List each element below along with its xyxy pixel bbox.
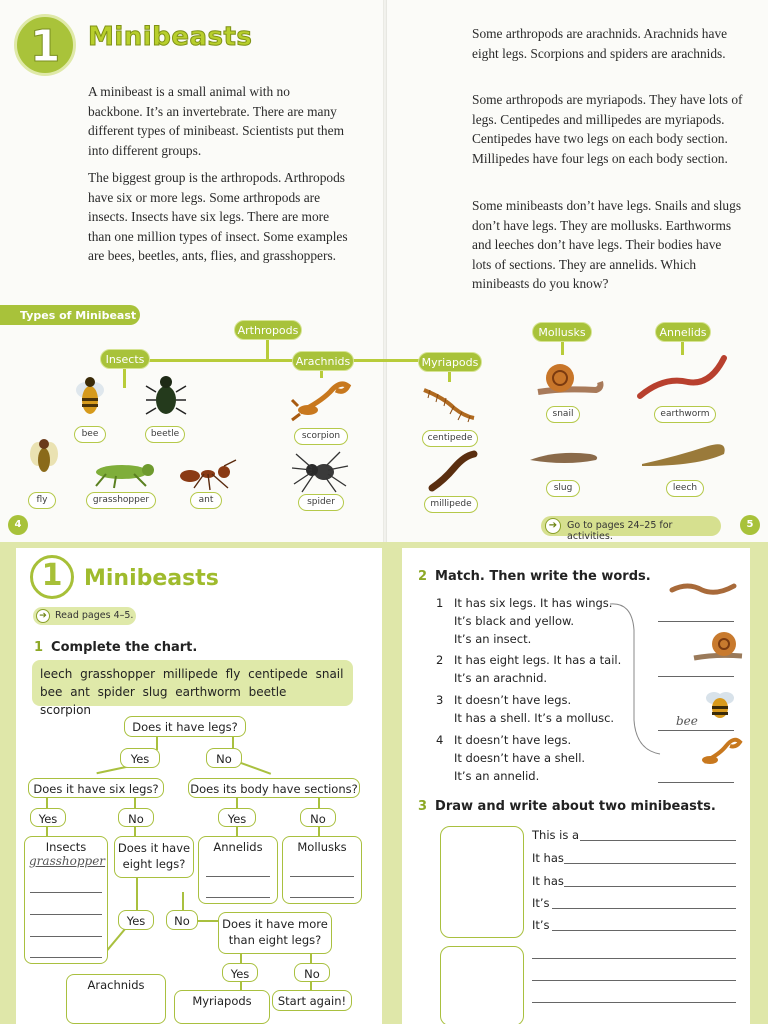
paragraph-no-legs: Some minibeasts don’t have legs. Snails and slugs don’t have legs. They are mollusks. Earthworms and leeches don’t have legs. Their bodies have lots of sections. They are annelids. Which minibeasts do you know? (472, 198, 742, 291)
earthworm-image (634, 352, 730, 402)
answer-box-mollusks: Mollusks (282, 836, 362, 904)
page-number-right: 5 (740, 515, 760, 535)
page-number-left: 4 (8, 515, 28, 535)
label-snail: snail (546, 406, 580, 423)
question-number: 3 (418, 799, 428, 814)
label-leech: leech (666, 480, 704, 497)
match-item-1 (436, 594, 612, 648)
workbook-chapter-number: 1 (41, 558, 63, 593)
flow-no: No (118, 808, 154, 827)
flow-has-legs: Does it have legs? (124, 716, 246, 737)
connector (134, 826, 136, 836)
arrow-left-icon: ➔ (36, 609, 50, 623)
category-arthropods: Arthropods (234, 320, 302, 340)
chapter-badge (14, 14, 76, 76)
word-bank-line: leech grasshopper millipede fly centipede snail (40, 667, 344, 681)
flow-body-sections: Does its body have sections? (188, 778, 360, 798)
writing-line[interactable] (532, 980, 736, 981)
label-earthworm: earthworm (654, 406, 716, 423)
paragraph-arachnids: Some arthropods are arachnids. Arachnids have eight legs. Scorpions and spiders are arachnids. (472, 26, 728, 61)
item-line: It doesn’t have legs. (454, 693, 572, 707)
writing-line[interactable] (206, 897, 270, 898)
workbook-spine (382, 542, 402, 1024)
answer-box-annelids: Annelids (198, 836, 278, 904)
flow-eight-legs-line: Does it have (117, 841, 191, 855)
diagram-banner: Types of Minibeast (0, 305, 140, 325)
category-mollusks: Mollusks (532, 322, 592, 342)
spider-image (288, 448, 352, 494)
flow-no: No (300, 808, 336, 827)
label-slug: slug (546, 480, 580, 497)
goto-activities-link[interactable] (541, 516, 721, 542)
writing-line[interactable] (290, 897, 354, 898)
label-beetle: beetle (145, 426, 185, 443)
connector (310, 982, 312, 990)
write-prompt: It has (532, 851, 564, 865)
match-example-line (608, 600, 668, 760)
answer-box-arachnids: Arachnids (66, 974, 166, 1024)
writing-line[interactable] (30, 892, 102, 893)
connector (310, 953, 312, 963)
match-item-3 (436, 691, 614, 727)
example-answer: bee (676, 714, 698, 728)
question-number: 1 (34, 640, 44, 655)
write-prompt: It’s (532, 918, 550, 932)
flow-yes: Yes (30, 808, 66, 827)
label-spider: spider (298, 494, 344, 511)
connector (196, 920, 220, 922)
connector (318, 826, 320, 836)
flow-yes: Yes (222, 963, 258, 982)
read-pages-text: Read pages 4–5. (55, 610, 134, 621)
connector (156, 736, 158, 750)
answer-line[interactable] (658, 676, 734, 677)
label-millipede: millipede (424, 496, 478, 513)
scorpion-picture (698, 732, 744, 770)
writing-line[interactable] (564, 886, 736, 887)
question-number: 2 (418, 569, 428, 584)
word-bank-line: bee ant spider slug earthworm beetle scorpion (40, 685, 287, 717)
writing-line[interactable] (30, 914, 102, 915)
page-title: Minibeasts (88, 22, 253, 52)
writing-line[interactable] (552, 930, 736, 931)
item-line: It’s black and yellow. (454, 614, 574, 628)
category-arachnids: Arachnids (292, 351, 354, 371)
item-line: It has six legs. It has wings. (454, 596, 613, 610)
question-text: Match. Then write the words. (435, 569, 651, 584)
connector (46, 826, 48, 836)
worm-image (668, 578, 738, 598)
match-item-2 (436, 651, 621, 687)
goto-text: Go to pages 24–25 for activities. (567, 520, 673, 542)
answer-box-heading: Insects (45, 840, 87, 854)
item-number: 4 (436, 733, 444, 747)
answer-box-myriapods: Myriapods (174, 990, 270, 1024)
item-number: 2 (436, 653, 444, 667)
flow-more-than-eight-line: than eight legs? (228, 933, 322, 947)
drawing-box-2[interactable] (440, 946, 524, 1024)
item-line: It doesn’t have a shell. (454, 751, 586, 765)
label-scorpion: scorpion (294, 428, 348, 445)
label-fly: fly (28, 492, 56, 509)
paragraph-myriapods: Some arthropods are myriapods. They have lots of legs. Centipedes and millipedes are myriapods. Centipedes have two legs on each body section. Millipedes have four legs on each body section. (472, 92, 743, 166)
connector (240, 953, 242, 963)
write-prompt: It has (532, 874, 564, 888)
flow-yes: Yes (120, 748, 160, 768)
question-text: Complete the chart. (51, 640, 198, 655)
category-annelids: Annelids (655, 322, 711, 342)
slug-image (526, 448, 602, 468)
flow-start-again: Start again! (272, 990, 352, 1011)
item-line: It has eight legs. It has a tail. (454, 653, 622, 667)
write-prompt: It’s (532, 896, 550, 910)
item-line: It’s an insect. (454, 632, 532, 646)
read-pages-link[interactable] (33, 607, 136, 625)
connector (266, 339, 269, 361)
flow-no: No (294, 963, 330, 982)
grasshopper-image (86, 456, 158, 490)
write-prompt: This is a (532, 828, 580, 842)
label-bee: bee (74, 426, 106, 443)
item-number: 3 (436, 693, 444, 707)
connector (124, 359, 424, 362)
category-myriapods: Myriapods (418, 352, 482, 372)
flow-more-than-eight (218, 912, 332, 954)
bee-picture (700, 684, 740, 724)
arrow-right-icon: ➔ (545, 518, 561, 534)
connector (240, 982, 242, 990)
snail-picture (692, 628, 746, 662)
writing-line[interactable] (30, 936, 102, 937)
drawing-box-1[interactable] (440, 826, 524, 938)
centipede-image (420, 384, 478, 424)
label-grasshopper: grasshopper (86, 492, 156, 509)
flow-no: No (206, 748, 242, 768)
item-line: It has a shell. It’s a mollusc. (454, 711, 615, 725)
flow-six-legs: Does it have six legs? (28, 778, 164, 798)
label-centipede: centipede (422, 430, 478, 447)
millipede-image (424, 448, 480, 494)
question-1 (34, 640, 197, 655)
leech-image (638, 436, 730, 472)
flow-no: No (166, 910, 198, 930)
answer-box-insects (24, 836, 108, 964)
beetle-image (144, 370, 188, 420)
fly-image (24, 432, 64, 484)
question-2 (418, 569, 651, 584)
connector (182, 892, 184, 910)
bee-image (64, 368, 116, 420)
snail-image (532, 358, 606, 398)
writing-line[interactable] (580, 840, 736, 841)
connector (136, 878, 138, 910)
paragraph-arthropods: The biggest group is the arthropods. Arthropods have six or more legs. Some arthropods are insects. Insects have six legs. There are more than one million types of insect. Some examples are bees, beetles, ants, flies, and grasshoppers. (88, 170, 348, 263)
writing-line[interactable] (552, 908, 736, 909)
writing-line[interactable] (564, 863, 736, 864)
answer-example: grasshopper (29, 854, 106, 868)
scorpion-image (290, 372, 352, 424)
category-insects: Insects (100, 349, 150, 369)
workbook-chapter-badge (30, 555, 74, 599)
writing-line[interactable] (532, 1002, 736, 1003)
label-ant: ant (190, 492, 222, 509)
chapter-number: 1 (29, 21, 61, 72)
book-spine (383, 0, 387, 542)
answer-line[interactable] (658, 782, 734, 783)
word-bank (32, 660, 353, 717)
paragraph-intro: A minibeast is a small animal with no backbone. It’s an invertebrate. There are many different types of minibeast. Scientists put them into different groups. (88, 84, 344, 158)
item-line: It doesn’t have legs. (454, 733, 572, 747)
question-text: Draw and write about two minibeasts. (435, 799, 716, 814)
answer-line[interactable] (658, 621, 734, 622)
writing-line[interactable] (290, 876, 354, 877)
item-line: It’s an annelid. (454, 769, 540, 783)
flow-eight-legs (114, 836, 194, 878)
ant-image (176, 458, 246, 492)
flow-yes: Yes (118, 910, 154, 930)
flow-more-than-eight-line: Does it have more (222, 917, 328, 931)
item-line: It’s an arachnid. (454, 671, 548, 685)
item-number: 1 (436, 596, 444, 610)
connector (123, 366, 126, 388)
writing-line[interactable] (206, 876, 270, 877)
question-3 (418, 799, 716, 814)
flow-yes: Yes (218, 808, 256, 827)
connector (236, 826, 238, 836)
answer-line[interactable] (658, 730, 734, 731)
match-item-4 (436, 731, 585, 785)
writing-line[interactable] (532, 958, 736, 959)
flow-eight-legs-line: eight legs? (122, 857, 186, 871)
workbook-title: Minibeasts (84, 566, 219, 591)
writing-line[interactable] (30, 957, 102, 958)
